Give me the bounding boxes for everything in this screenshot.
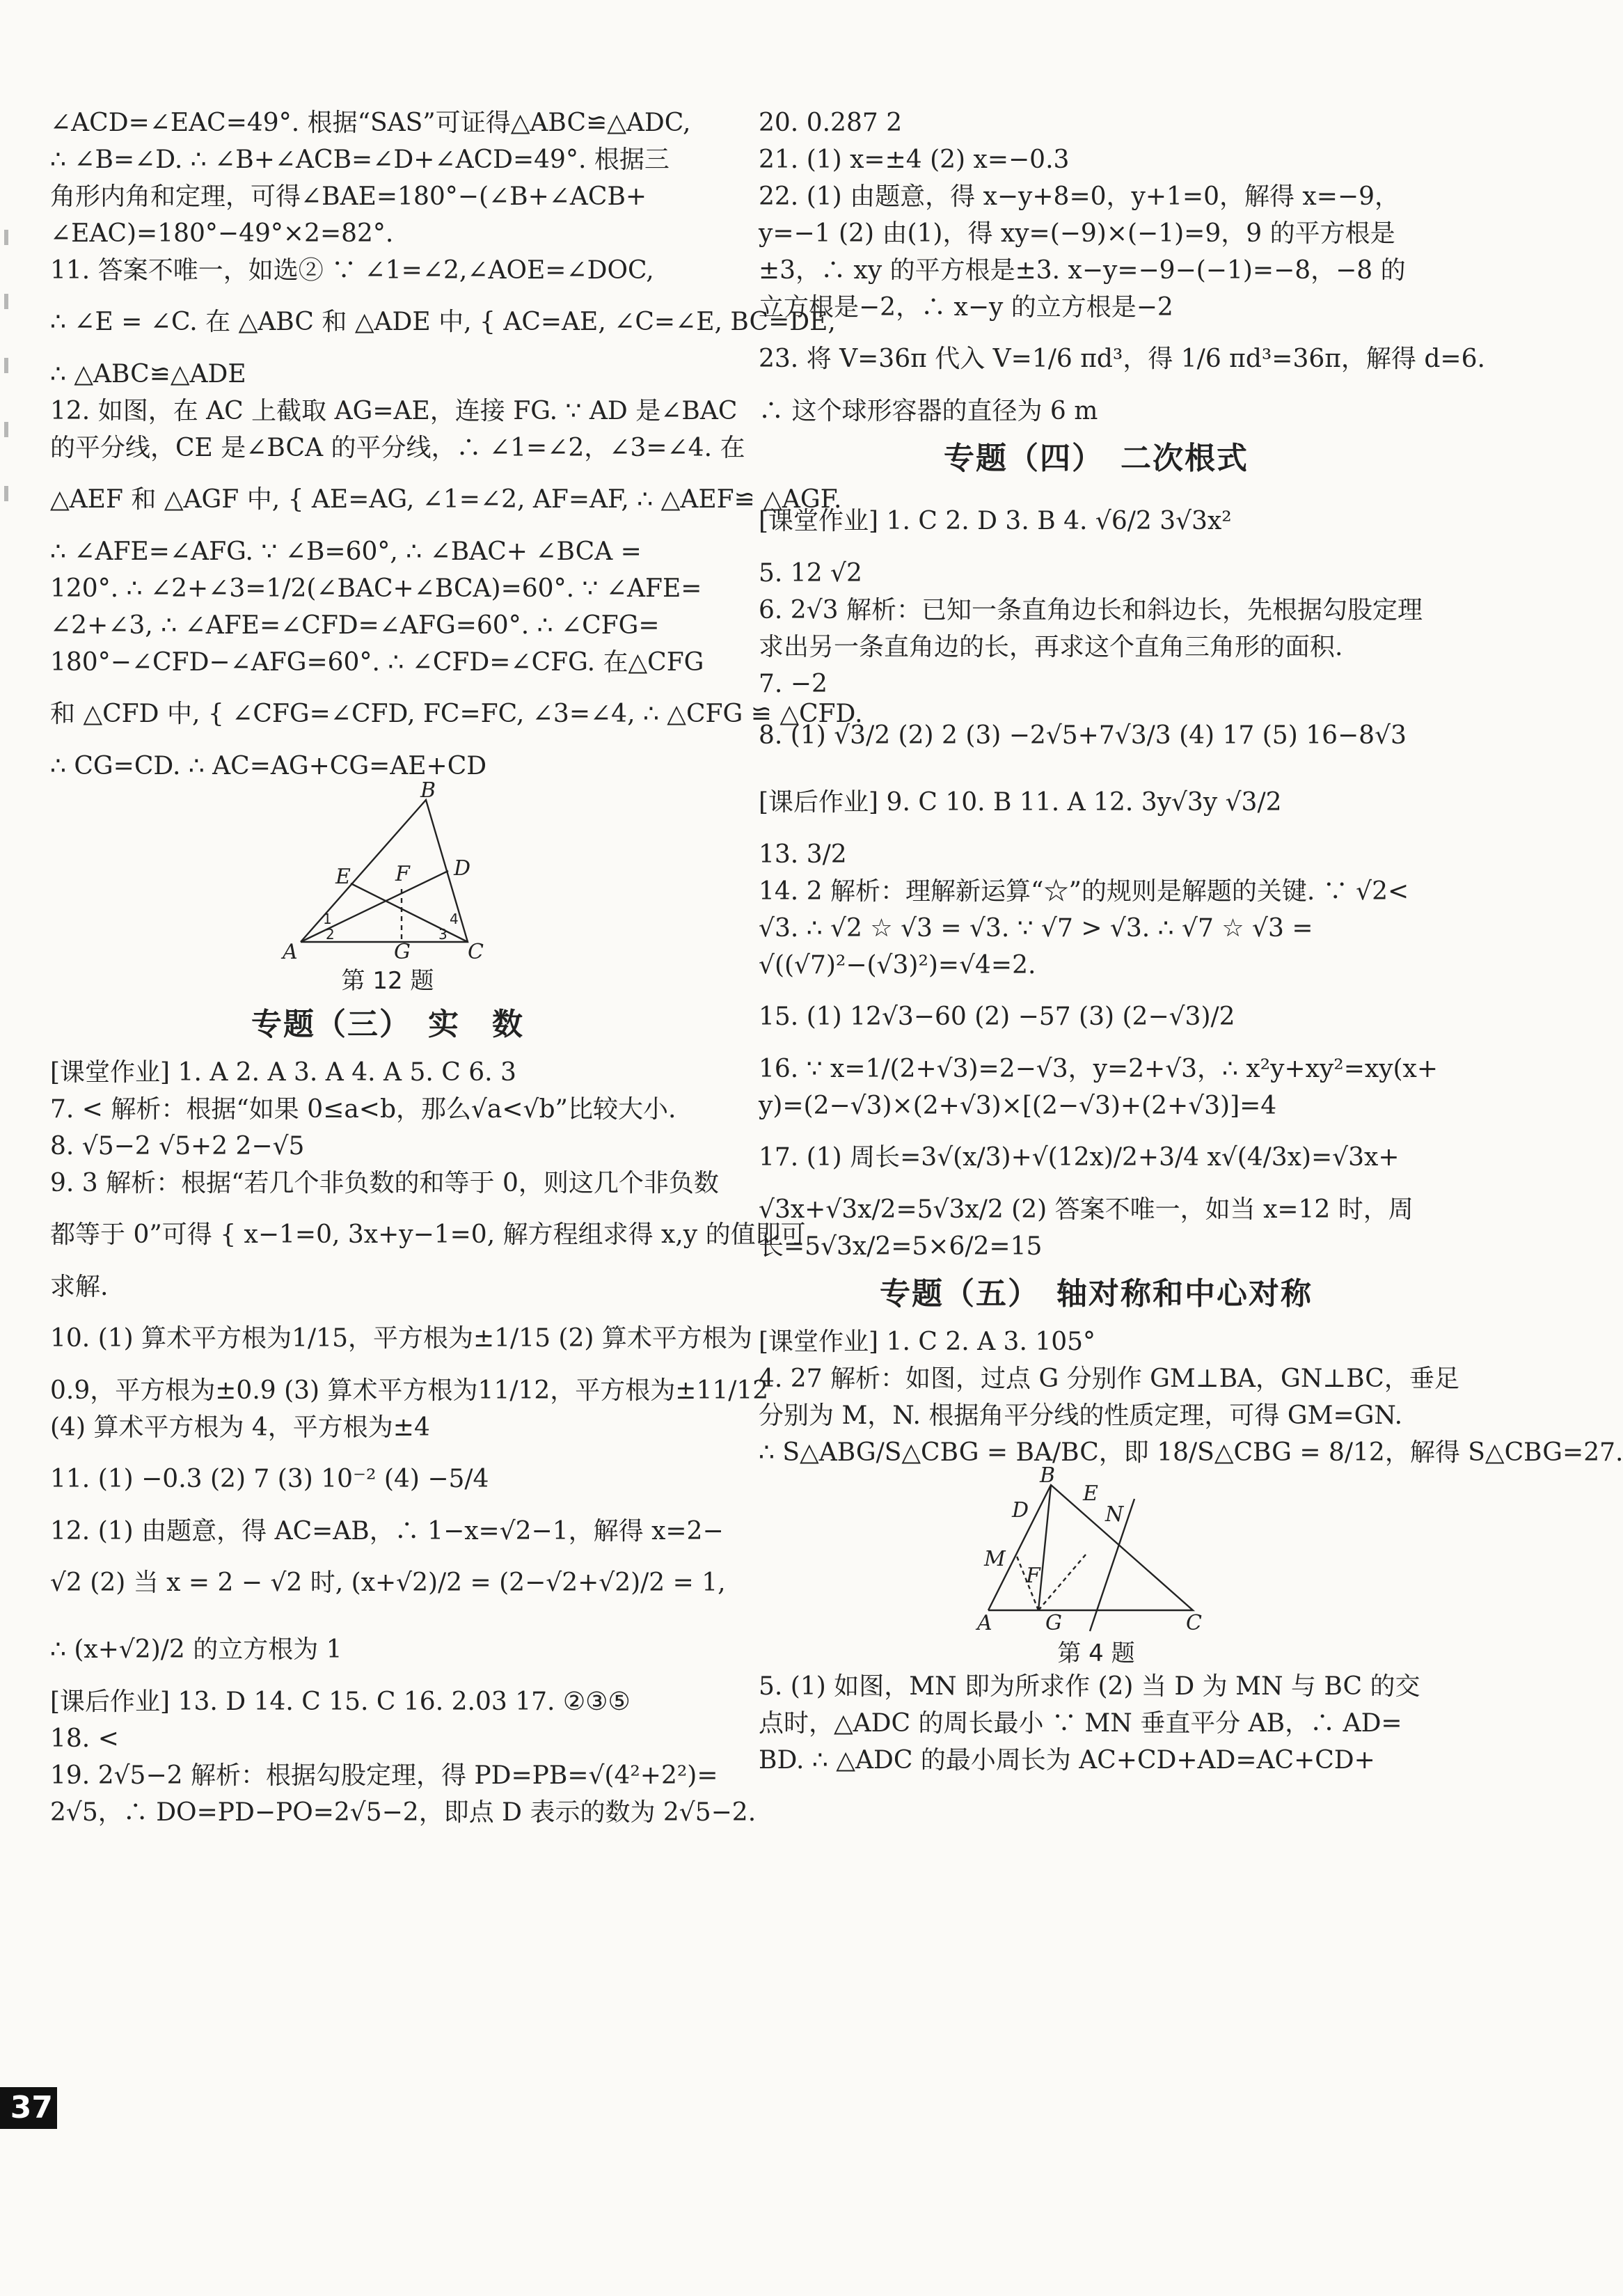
text-line: 立方根是−2，∴ x−y 的立方根是−2: [759, 293, 1173, 322]
text-line: ∴ S△ABG/S△CBG = BA/BC，即 18/S△CBG = 8/12，解得 S△CBG=27.: [759, 1438, 1623, 1467]
right-column: [759, 104, 1623, 1779]
text-line: √2 (2) 当 x = 2 − √2 时, (x+√2)/2 = (2−√2+√2)/2 = 1,: [50, 1568, 726, 1597]
text-line: ∴ 这个球形容器的直径为 6 m: [759, 397, 1098, 425]
text-line: 11. 答案不唯一，如选② ∵ ∠1=∠2,∠AOE=∠DOC,: [50, 256, 654, 285]
text-line: 分别为 M，N. 根据角平分线的性质定理，可得 GM=GN.: [759, 1401, 1403, 1430]
text-line: 的平分线，CE 是∠BCA 的平分线，∴ ∠1=∠2，∠3=∠4. 在: [50, 434, 745, 462]
section-title-3: 专题（三） 实 数: [251, 1007, 524, 1042]
text-line: (4) 算术平方根为 4，平方根为±4: [50, 1413, 430, 1442]
label-E: E: [1083, 1481, 1098, 1506]
text-line: 8. √5−2 √5+2 2−√5: [50, 1132, 305, 1161]
text-line: ∴ ∠B=∠D. ∴ ∠B+∠ACB=∠D+∠ACD=49°. 根据三: [50, 146, 670, 174]
label-G: G: [394, 940, 411, 964]
text-line: ∠EAC)=180°−49°×2=82°.: [50, 219, 394, 248]
text-line: 20. 0.287 2: [759, 109, 903, 137]
label-G: G: [1045, 1611, 1062, 1635]
label-A: A: [977, 1611, 992, 1635]
text-line: 6. 2√3 解析：已知一条直角边长和斜边长，先根据勾股定理: [759, 596, 1423, 624]
text-line: 15. (1) 12√3−60 (2) −57 (3) (2−√3)/2: [759, 1002, 1235, 1031]
text-line: ∴ CG=CD. ∴ AC=AG+CG=AE+CD: [50, 752, 487, 780]
text-line: ∴ (x+√2)/2 的立方根为 1: [50, 1635, 342, 1664]
text-line: 4. 27 解析：如图，过点 G 分别作 GM⊥BA，GN⊥BC，垂足: [759, 1365, 1459, 1393]
text-line: 22. (1) 由题意，得 x−y+8=0，y+1=0，解得 x=−9，: [759, 182, 1400, 211]
label-F: F: [1026, 1564, 1040, 1588]
text-line: 14. 2 解析：理解新运算“☆”的规则是解题的关键. ∵ √2<: [759, 877, 1409, 906]
text-line: 角形内角和定理，可得∠BAE=180°−(∠B+∠ACB+: [50, 182, 647, 211]
text-line: 都等于 0”可得 { x−1=0, 3x+y−1=0, 解方程组求得 x,y 的值即可: [50, 1220, 806, 1249]
text-line: 9. 3 解析：根据“若几个非负数的和等于 0，则这几个非负数: [50, 1169, 719, 1197]
text-line: 120°. ∴ ∠2+∠3=1/2(∠BAC+∠BCA)=60°. ∵ ∠AFE=: [50, 574, 702, 603]
text-line: √3x+√3x/2=5√3x/2 (2) 答案不唯一，如当 x=12 时，周: [759, 1195, 1414, 1224]
label-C: C: [1186, 1611, 1202, 1635]
text-line: 10. (1) 算术平方根为1/15，平方根为±1/15 (2) 算术平方根为: [50, 1324, 752, 1353]
section-title-5: 专题（五） 轴对称和中心对称: [880, 1276, 1313, 1312]
text-line: 5. 12 √2: [759, 559, 862, 588]
text-line: △AEF 和 △AGF 中, { AE=AG, ∠1=∠2, AF=AF, ∴ △AEF≌ △AGF.: [50, 485, 842, 514]
text-line: √3. ∴ √2 ☆ √3 = √3. ∵ √7 > √3. ∴ √7 ☆ √3 =: [759, 914, 1313, 943]
section-title-4: 专题（四） 二次根式: [944, 441, 1249, 476]
text-line: 13. 3/2: [759, 840, 847, 869]
text-line: √((√7)²−(√3)²)=√4=2.: [759, 951, 1036, 980]
text-line: 和 △CFD 中, { ∠CFG=∠CFD, FC=FC, ∠3=∠4, ∴ △CFG ≌ △CFD.: [50, 700, 863, 728]
text-line: 7. < 解析：根据“如果 0≤a<b，那么√a<√b”比较大小.: [50, 1095, 676, 1124]
figure-4: [759, 1463, 1434, 1668]
label-M: M: [984, 1547, 1006, 1571]
text-line: 5. (1) 如图，MN 即为所求作 (2) 当 D 为 MN 与 BC 的交: [759, 1672, 1420, 1701]
label-A: A: [283, 940, 298, 964]
text-line: [课堂作业] 1. A 2. A 3. A 4. A 5. C 6. 3: [50, 1058, 516, 1087]
label-B: B: [1040, 1463, 1056, 1488]
text-line: [课后作业] 13. D 14. C 15. C 16. 2.03 17. ②③⑤: [50, 1688, 631, 1716]
label-C: C: [468, 940, 484, 964]
text-line: ∠ACD=∠EAC=49°. 根据“SAS”可证得△ABC≌△ADC,: [50, 109, 691, 137]
page-number: 37: [0, 2087, 57, 2129]
triangle-diagram-4: [759, 1463, 1434, 1635]
text-line: 12. 如图，在 AC 上截取 AG=AE，连接 FG. ∵ AD 是∠BAC: [50, 397, 738, 425]
text-line: 求出另一条直角边的长，再求这个直角三角形的面积.: [759, 633, 1343, 661]
label-N: N: [1105, 1502, 1124, 1527]
text-line: 21. (1) x=±4 (2) x=−0.3: [759, 146, 1070, 174]
figure-12: [50, 778, 725, 996]
text-line: [课堂作业] 1. C 2. A 3. 105°: [759, 1328, 1096, 1356]
angle-1: 1: [323, 911, 332, 927]
text-line: ∴ ∠E = ∠C. 在 △ABC 和 △ADE 中, { AC=AE, ∠C=∠E, BC=DE,: [50, 308, 836, 336]
text-line: ±3，∴ xy 的平方根是±3. x−y=−9−(−1)=−8，−8 的: [759, 256, 1406, 285]
text-line: 求解.: [50, 1273, 109, 1301]
triangle-diagram-12: [50, 778, 725, 964]
label-D: D: [1012, 1498, 1029, 1523]
text-line: [课堂作业] 1. C 2. D 3. B 4. √6/2 3√3x²: [759, 507, 1232, 535]
text-line: y=−1 (2) 由(1)，得 xy=(−9)×(−1)=9，9 的平方根是: [759, 219, 1395, 248]
text-line: 18. <: [50, 1724, 119, 1753]
angle-2: 2: [326, 926, 335, 943]
text-line: 19. 2√5−2 解析：根据勾股定理，得 PD=PB=√(4²+2²)=: [50, 1761, 718, 1790]
binding-edge: [0, 181, 14, 543]
text-line: 23. 将 V=36π 代入 V=1/6 πd³，得 1/6 πd³=36π，解得 d=6.: [759, 345, 1485, 373]
figure-caption: 第 12 题: [341, 967, 434, 995]
text-line: ∴ ∠AFE=∠AFG. ∵ ∠B=60°, ∴ ∠BAC+ ∠BCA =: [50, 537, 642, 566]
text-line: 7. −2: [759, 670, 828, 698]
text-line: 点时，△ADC 的周长最小 ∵ MN 垂直平分 AB，∴ AD=: [759, 1709, 1402, 1738]
angle-4: 4: [450, 911, 459, 927]
text-line: 17. (1) 周长=3√(x/3)+√(12x)/2+3/4 x√(4/3x)=√3x+: [759, 1143, 1400, 1172]
text-line: 长=5√3x/2=5×6/2=15: [759, 1232, 1043, 1261]
text-line: y)=(2−√3)×(2+√3)×[(2−√3)+(2+√3)]=4: [759, 1092, 1277, 1120]
text-line: 8. (1) √3/2 (2) 2 (3) −2√5+7√3/3 (4) 17 (5) 16−8√3: [759, 721, 1407, 750]
text-line: ∠2+∠3, ∴ ∠AFE=∠CFD=∠AFG=60°. ∴ ∠CFG=: [50, 611, 660, 640]
text-line: BD. ∴ △ADC 的最小周长为 AC+CD+AD=AC+CD+: [759, 1746, 1375, 1775]
text-line: [课后作业] 9. C 10. B 11. A 12. 3y√3y √3/2: [759, 788, 1282, 817]
label-D: D: [454, 856, 471, 881]
text-line: 0.9，平方根为±0.9 (3) 算术平方根为11/12，平方根为±11/12: [50, 1376, 769, 1405]
text-line: 2√5，∴ DO=PD−PO=2√5−2，即点 D 表示的数为 2√5−2.: [50, 1798, 757, 1827]
label-B: B: [420, 778, 436, 803]
label-E: E: [335, 865, 351, 889]
text-line: 180°−∠CFD−∠AFG=60°. ∴ ∠CFD=∠CFG. 在△CFG: [50, 648, 704, 677]
text-line: 12. (1) 由题意，得 AC=AB，∴ 1−x=√2−1，解得 x=2−: [50, 1517, 724, 1546]
text-line: ∴ △ABC≌△ADE: [50, 360, 246, 388]
text-line: 11. (1) −0.3 (2) 7 (3) 10⁻² (4) −5/4: [50, 1465, 489, 1493]
label-F: F: [395, 862, 410, 886]
angle-3: 3: [438, 926, 448, 943]
text-line: 16. ∵ x=1/(2+√3)=2−√3，y=2+√3，∴ x²y+xy²=xy(x+: [759, 1055, 1439, 1083]
figure-caption: 第 4 题: [1057, 1640, 1135, 1667]
